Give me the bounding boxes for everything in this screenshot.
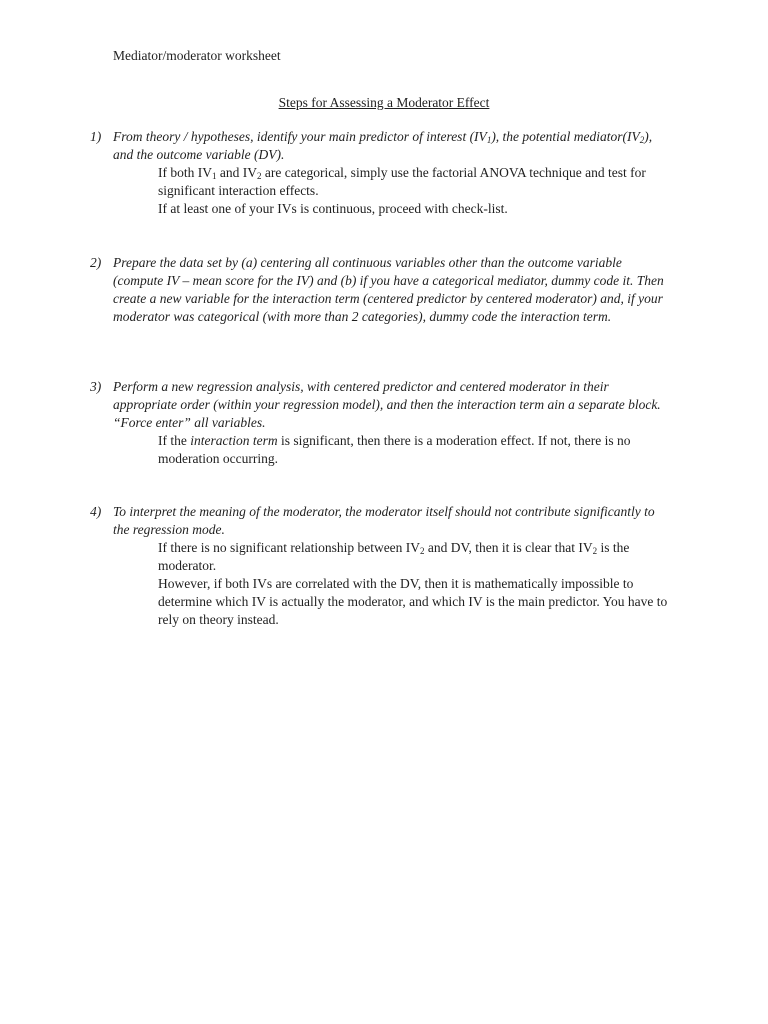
list-item-3 bbox=[90, 378, 670, 468]
item-sub-1 bbox=[158, 164, 670, 200]
item-sub-2: If at least one of your IVs is continuous, proceed with check-list. bbox=[158, 201, 508, 216]
item-sub-1 bbox=[158, 539, 670, 575]
subscript: 2 bbox=[639, 135, 645, 145]
item-number: 1) bbox=[90, 129, 102, 144]
item-sub-2: However, if both IVs are correlated with the DV, then it is mathematically impossible to determine which IV is actually the moderator, and which IV is the main predictor. You have to rely on theory instead. bbox=[158, 576, 668, 627]
sub-text: If the bbox=[158, 433, 191, 448]
item-lead-text: ), and the outcome variable (DV). bbox=[113, 129, 653, 162]
item-number: 3) bbox=[90, 379, 102, 394]
item-lead bbox=[113, 128, 670, 164]
subscript: 2 bbox=[592, 546, 598, 556]
item-number: 2) bbox=[90, 255, 102, 270]
subscript: 1 bbox=[486, 135, 492, 145]
sub-text: is the moderator. bbox=[158, 540, 630, 573]
item-lead: Prepare the data set by (a) centering all continuous variables other than the outcome variable (compute IV – mean score for the IV) and (b) if you have a categorical mediator, dummy code it. Then create a new variable for the interaction term (centered predictor by centered moderator) and, if your moderator was categorical (with more than 2 categories), dummy code the interaction term. bbox=[113, 255, 664, 324]
item-number: 4) bbox=[90, 504, 102, 519]
item-lead-text: ), the potential mediator(IV bbox=[491, 129, 640, 144]
sub-text: If there is no significant relationship between IV bbox=[158, 540, 421, 555]
sub-text: If both IV bbox=[158, 165, 212, 180]
subscript: 2 bbox=[257, 171, 262, 181]
item-lead: To interpret the meaning of the moderator, the moderator itself should not contribute significantly to the regression mode. bbox=[113, 504, 655, 537]
sub-emphasis: interaction term bbox=[190, 433, 278, 448]
sub-text: is significant, then there is a moderation effect. If not, there is no moderation occurring. bbox=[158, 433, 631, 466]
subscript: 1 bbox=[212, 171, 217, 181]
item-lead: Perform a new regression analysis, with centered predictor and centered moderator in their appropriate order (within your regression model), and then the interaction term ain a separate block. “Force enter” all variables. bbox=[113, 379, 661, 430]
sub-text: and IV bbox=[216, 165, 257, 180]
list-item-1 bbox=[90, 128, 670, 218]
item-sub-1 bbox=[158, 432, 670, 468]
subscript: 2 bbox=[420, 546, 425, 556]
item-lead-text: From theory / hypotheses, identify your main predictor of interest (IV bbox=[113, 129, 487, 144]
document-title: Steps for Assessing a Moderator Effect bbox=[278, 95, 490, 110]
list-item-2 bbox=[90, 254, 670, 326]
sub-text: and DV, then it is clear that IV bbox=[424, 540, 593, 555]
list-item-4 bbox=[90, 503, 670, 629]
document-header: Mediator/moderator worksheet bbox=[113, 48, 281, 63]
sub-text: are categorical, simply use the factorial ANOVA technique and test for significant interaction effects. bbox=[158, 165, 646, 198]
